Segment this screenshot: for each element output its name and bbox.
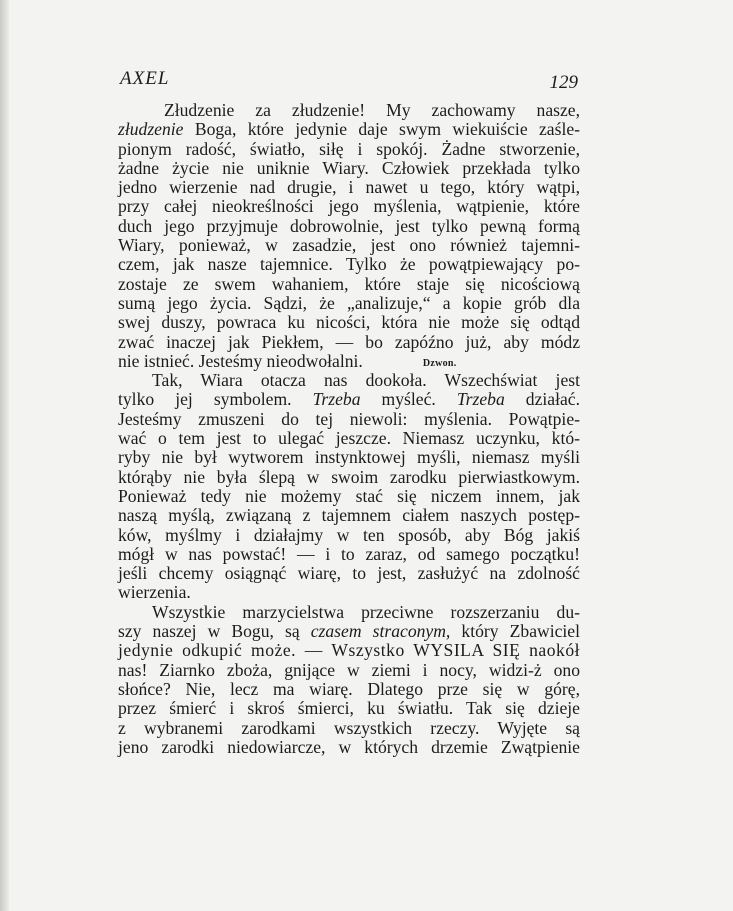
text-line: swej duszy, powraca ku nicości, która nie może się odtąd <box>118 312 580 333</box>
text-line: nie istnieć. Jesteśmy nieodwołalni. Dzwon. <box>118 350 457 371</box>
text-line: Ponieważ tedy nie możemy stać się niczem innem, jak <box>118 485 580 506</box>
body-text <box>118 101 580 757</box>
text-line: naszą myślą, związaną z tajemnem ciałem naszych postęp- <box>118 505 580 526</box>
text-line: czem, jak nasze tajemnice. Tylko że powątpiewający po- <box>118 254 580 275</box>
speaker-cue: Dzwon. <box>422 357 457 369</box>
text-line: Jesteśmy zmuszeni do tej niewoli: myślenia. Powątpie- <box>118 408 580 429</box>
running-title: AXEL <box>120 68 170 89</box>
text-line: z wybranemi zarodkami wszystkich rzeczy. Wyjęte są <box>118 717 580 738</box>
page-header <box>118 68 580 96</box>
text-line: duch jego przyjmuje dobrowolnie, jest tylko pewną formą <box>118 215 580 236</box>
text-line: pionym radość, światło, siłę i spokój. Żadne stworzenie, <box>118 138 580 159</box>
emphasis: czasem straconym, <box>310 621 451 642</box>
text-line: mógł w nas powstać! — i to zaraz, od samego początku! <box>118 543 580 564</box>
emphasis: złudzenie <box>118 119 184 140</box>
text-line: Tak, Wiara otacza nas dookoła. Wszechświat jest <box>152 370 580 391</box>
text-line: wać o tem jest to ulegać jeszcze. Niemasz uczynku, któ- <box>118 428 580 449</box>
text-line: złudzenie Boga, które jedynie daje swym wiekuiście zaśle- <box>118 119 580 140</box>
text-line: jedno wierzenie nad drugie, i nawet u tego, który wątpi, <box>118 177 580 198</box>
text-line: zwać inaczej jak Piekłem, — bo zapóźno już, aby módz <box>118 331 580 352</box>
text-line: wierzenia. <box>118 582 191 603</box>
text-line: nas! Ziarnko zboża, gnijące w ziemi i nocy, widzi-ż ono <box>118 659 580 680</box>
text-line: żadne życie nie uniknie Wiary. Człowiek przekłada tylko <box>118 157 580 178</box>
text-line: Złudzenie za złudzenie! My zachowamy nasze, <box>164 100 580 120</box>
text-line: przy całej nieokreślności jego myślenia, wątpienie, które <box>118 196 580 217</box>
text-line: jeśli chcemy osiągnąć wiarę, to jest, zasłużyć na zdolność <box>118 563 580 584</box>
text-line: ryby nie był wytworem instynktowej myśli, niemasz myśli <box>118 447 580 468</box>
text-line: ków, myślmy i działajmy w ten sposób, aby Bóg jakiś <box>118 524 580 545</box>
emphasis: Trzeba <box>456 389 505 410</box>
text-line: przez śmierć i skroś śmierci, ku światłu. Tak się dzieje <box>118 698 580 719</box>
text-line: Wiary, ponieważ, w zasadzie, jest ono również tajemni- <box>118 235 580 256</box>
text-line: tylko jej symbolem. Trzeba myśleć. Trzeba działać. <box>118 389 581 410</box>
text-line: Wszystkie marzycielstwa przeciwne rozszerzaniu du- <box>152 601 580 622</box>
text-line: zostaje ze swem wahaniem, które staje się nicościową <box>118 273 580 294</box>
text-line: szy naszej w Bogu, są czasem straconym, który Zbawiciel <box>118 621 580 642</box>
page-number: 129 <box>549 72 578 93</box>
text-line: sumą jego życia. Sądzi, że „analizuje,“ a kopie grób dla <box>118 292 580 313</box>
emphasis: Trzeba <box>312 389 361 410</box>
text-line: którąby nie była ślepą w swoim zarodku pierwiastkowym. <box>118 466 580 487</box>
text-line: jedynie odkupić może. — Wszystko WYSILA SIĘ naokół <box>118 640 580 661</box>
text-line: słońce? Nie, lecz ma wiarę. Dlatego prze się w górę, <box>118 678 580 699</box>
text-line: jeno zarodki niedowiarcze, w których drzemie Zwątpienie <box>118 736 580 757</box>
